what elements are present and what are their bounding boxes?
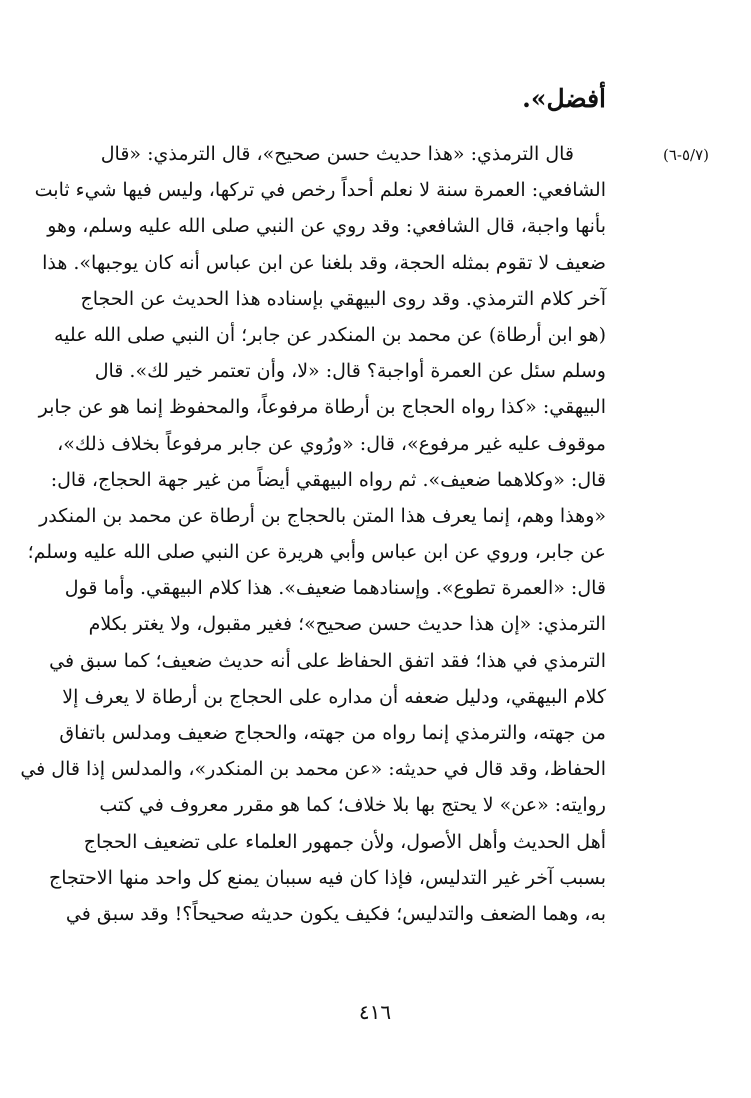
text-line: كلام البيهقي، ودليل ضعفه أن مداره على الحجاج بن أرطاة لا يعرف إلا xyxy=(62,685,606,708)
text-line: روايته: «عن» لا يحتج بها بلا خلاف؛ كما هو مقرر معروف في كتب xyxy=(99,794,606,817)
text-line: (هو ابن أرطاة) عن محمد بن المنكدر عن جابر؛ أن النبي صلى الله عليه xyxy=(53,323,606,346)
body-text xyxy=(20,136,606,932)
text-line: أهل الحديث وأهل الأصول، ولأن جمهور العلماء على تضعيف الحجاج xyxy=(83,830,606,853)
text-line: عن جابر، وروي عن ابن عباس وأبي هريرة عن النبي صلى الله عليه وسلم؛ xyxy=(27,541,606,564)
text-line: من جهته، والترمذي إنما رواه من جهته، والحجاج ضعيف ومدلس باتفاق xyxy=(59,722,606,744)
text-line: البيهقي: «كذا رواه الحجاج بن أرطاة مرفوعاً، والمحفوظ إنما هو عن جابر xyxy=(38,396,606,419)
text-line: موقوف عليه غير مرفوع»، قال: «ورُوي عن جابر مرفوعاً بخلاف ذلك»، xyxy=(57,432,606,455)
text-line: قال: «وكلاهما ضعيف». ثم رواه البيهقي أيضاً من غير جهة الحجاج، قال: xyxy=(50,468,606,491)
margin-reference: (٥/٧-٦) xyxy=(663,146,710,164)
text-line: الشافعي: العمرة سنة لا نعلم أحداً رخص في تركها، وليس فيها شيء ثابت xyxy=(34,179,606,202)
text-line: به، وهما الضعف والتدليس؛ فكيف يكون حديثه صحيحاً؟! وقد سبق في xyxy=(65,902,606,925)
text-line: قال الترمذي: «هذا حديث حسن صحيح»، قال الترمذي: «قال xyxy=(100,143,574,165)
page-heading: أفضل». xyxy=(522,84,606,113)
text-line: وسلم سئل عن العمرة أواجبة؟ قال: «لا، وأن تعتمر خير لك». قال xyxy=(94,360,606,383)
text-line: الحفاظ، وقد قال في حديثه: «عن محمد بن المنكدر»، والمدلس إذا قال في xyxy=(20,758,606,781)
text-line: الترمذي في هذا؛ فقد اتفق الحفاظ على أنه حديث ضعيف؛ كما سبق في xyxy=(49,649,606,672)
text-line: بسبب آخر غير التدليس، فإذا كان فيه سببان يمنع كل واحد منها الاحتجاج xyxy=(48,866,606,889)
text-line: بأنها واجبة، قال الشافعي: وقد روي عن النبي صلى الله عليه وسلم، وهو xyxy=(47,215,606,238)
text-line: قال: «العمرة تطوع». وإسنادهما ضعيف». هذا كلام البيهقي. وأما قول xyxy=(64,577,606,600)
text-line: «وهذا وهم، إنما يعرف هذا المتن بالحجاج بن أرطاة عن محمد بن المنكدر xyxy=(39,504,606,527)
text-line: الترمذي: «إن هذا حديث حسن صحيح»؛ فغير مقبول، ولا يغتر بكلام xyxy=(88,613,606,636)
page-number: ٤١٦ xyxy=(358,1000,392,1024)
text-line: ضعيف لا تقوم بمثله الحجة، وقد بلغنا عن ابن عباس أنه كان يوجبها». هذا xyxy=(42,251,606,274)
text-line: آخر كلام الترمذي. وقد روى البيهقي بإسناده هذا الحديث عن الحجاج xyxy=(80,287,606,310)
